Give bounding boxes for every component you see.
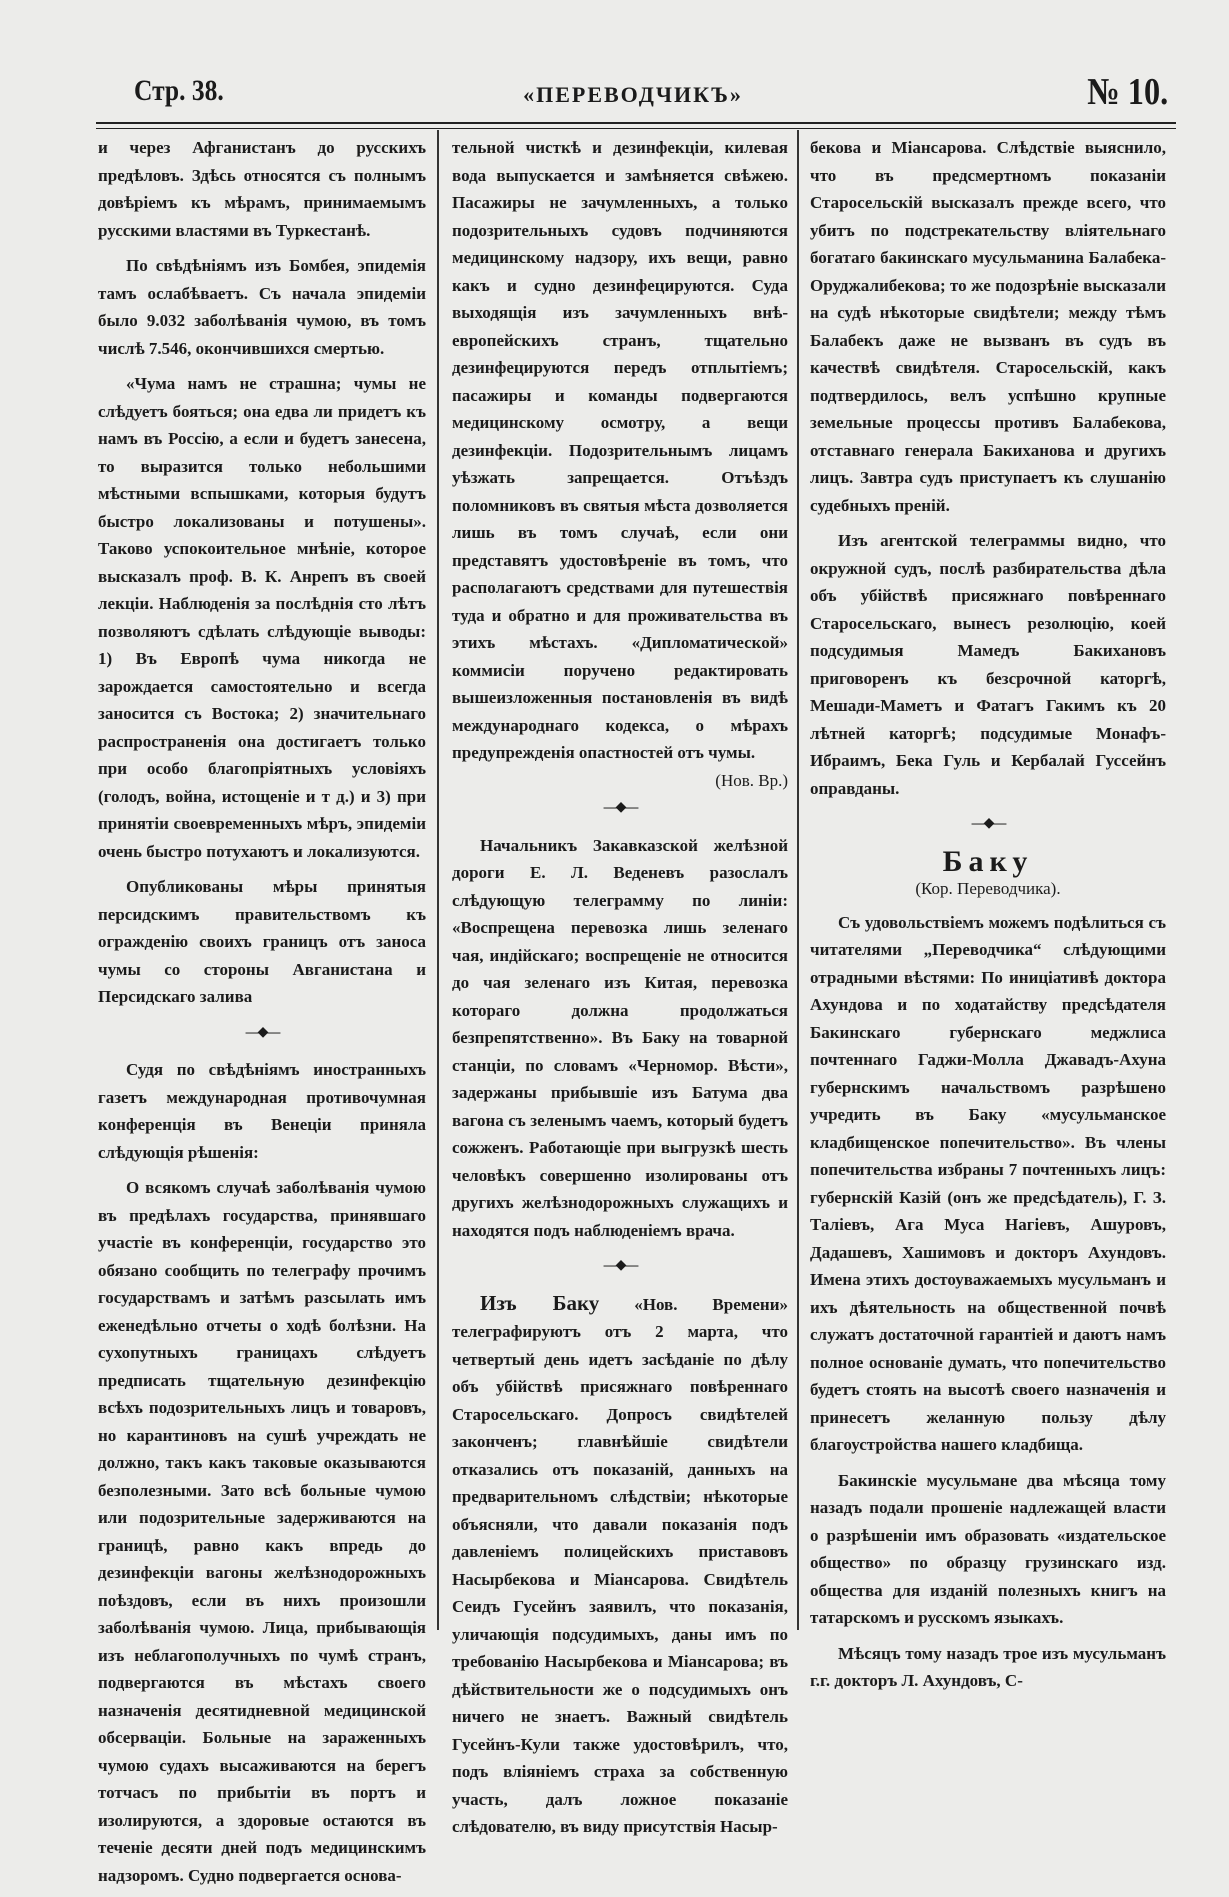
column-divider <box>437 130 439 1630</box>
ornament-divider: —◆— <box>603 1258 637 1273</box>
lead-in: Изъ Баку <box>480 1290 600 1315</box>
paragraph: Изъ агентской телеграммы видно, что окружной судъ, послѣ разбирательства дѣла объ убійствѣ присяжнаго повѣреннаго Старосельскаго, вынесъ резолюцію, коей подсудимыя Мамедъ Бакихановъ приговоренъ къ безсрочной каторгѣ, Мешади-Маметъ и Фатагъ Гакимъ къ 20 лѣтней каторгѣ; подсудимые Монафъ-Ибраимъ, Бека Гуль и Кербалай Гуссейнъ оправданы. <box>810 531 1166 798</box>
page-number: Стр. 38. <box>134 74 224 107</box>
paragraph: Опубликованы мѣры принятыя персидскимъ правительствомъ къ огражденію своихъ границъ отъ заноса чумы со стороны Авганистана и Персидскаго залива <box>98 877 426 1006</box>
column-1 <box>98 134 426 1897</box>
source-citation: (Нов. Вр.) <box>715 770 788 790</box>
paragraph: Начальникъ Закавказской желѣзной дороги Е. Л. Веденевъ разослалъ слѣдующую телеграмму по линіи: «Воспрещена перевозка лишь зеленаго чая, индійскаго; воспрещеніе не относится до чая зеленаго изъ Китая, перевозка котораго должна продолжаться безпрепятственно». Въ Баку на товарной станціи, по словамъ «Черномор. Вѣсти», задержаны прибывшіе изъ Батума два вагона съ зеленымъ чаемъ, который будетъ сожженъ. Работающіе при выгрузкѣ шесть человѣкъ совершенно изолированы отъ другихъ желѣзнодорожныхъ служащихъ и находятся подъ наблюденіемъ врача. <box>452 835 788 1240</box>
ornament-divider: —◆— <box>971 816 1005 831</box>
paragraph: По свѣдѣніямъ изъ Бомбея, эпидемія тамъ ослабѣваетъ. Съ начала эпидеміи было 9.032 заболѣванія чумою, въ томъ числѣ 7.546, окончившихся смертью. <box>98 256 426 358</box>
paragraph: Бакинскіе мусульмане два мѣсяца тому назадъ подали прошеніе надлежащей власти о разрѣшеніи имъ образовать «издательское общество» по образцу грузинскаго изд. общества для изданій полезныхъ книгъ на татарскомъ и русскомъ языкахъ. <box>810 1470 1166 1627</box>
column-3 <box>810 134 1166 1703</box>
section-subheading: (Кор. Переводчика). <box>915 879 1061 898</box>
paragraph: О всякомъ случаѣ заболѣванія чумою въ предѣлахъ государства, принявшаго участіе въ конференціи, государство это обязано сообщить по телеграфу прочимъ государствамъ и затѣмъ разсылать имъ еженедѣльно отчеты о ходѣ болѣзни. На сухопутныхъ границахъ слѣдуетъ предписать тщательную дезинфекцію всѣхъ подозрительныхъ лицъ и товаровъ, но карантиновъ на сушѣ учреждать не должно, такъ какъ таковые оказываются безполезными. Зато всѣ больные чумою или подозрительные задерживаются на границѣ, равно какъ впредь до дезинфекціи вагоны желѣзнодорожныхъ поѣздовъ, если въ нихъ произошли заболѣванія чумою. Лица, прибывающія изъ неблагополучныхъ по чумѣ странъ, подвергаются въ мѣстахъ своего назначенія десятидневной медицинской обсерваціи. Больные на зараженныхъ чумою судахъ высаживаются на берегъ тотчасъ по прибытіи въ портъ и изолируются, а здоровые остаются въ теченіе десяти дней подъ медицинскимъ надзоромъ. Судно подвергается основа- <box>98 1178 426 1885</box>
paragraph: Судя по свѣдѣніямъ иностранныхъ газетъ международная противочумная конференція въ Венеціи приняла слѣдующія рѣшенія: <box>98 1060 426 1162</box>
column-divider <box>797 130 799 1630</box>
header-rule-thin <box>96 128 1176 129</box>
paragraph <box>452 134 788 790</box>
paragraph: и через Афганистанъ до русскихъ предѣловъ. Здѣсь относятся съ полнымъ довѣріемъ къ мѣрамъ, принимаемымъ русскими властями въ Туркестанѣ. <box>98 138 426 240</box>
paragraph: бекова и Міансарова. Слѣдствіе выяснило, что въ предсмертномъ показаніи Старосельскій высказалъ прежде всего, что убитъ по подстрекательству вліятельнаго богатаго бакинскаго мусульманина Балабека-Оруджалибекова; то же подозрѣніе высказали на судѣ нѣкоторые свидѣтели; между тѣмъ Балабекъ даже не вызванъ въ судъ въ качествѣ свидѣтеля. Старосельскій, какъ подтвердилось, велъ успѣшно крупные земельные процессы противъ Балабекова, отставнаго генерала Бакиханова и другихъ лицъ. Завтра судъ приступаетъ къ слушанію судебныхъ преній. <box>810 138 1166 515</box>
paragraph-text: «Нов. Времени» телеграфируютъ отъ 2 марта, что четвертый день идетъ засѣданіе по дѣлу объ убійствѣ присяжнаго повѣреннаго Старосельскаго. Допросъ свидѣтелей законченъ; главнѣйшіе свидѣтели отказались отъ показаній, данныхъ на предварительномъ слѣдствіи; нѣкоторые объясняли, что давали показанія подъ давленіемъ полицейскихъ приставовъ Насырбекова и Міансарова. Свидѣтель Сеидъ Гусейнъ заявилъ, что показанія, уличающія подсудимыхъ, даны имъ по требованію Насырбекова и Міансарова; въ дѣйствительности же о подсудимыхъ онъ ничего не знаетъ. Важный свидѣтель Гусейнъ-Кули также удостовѣрилъ, что, подъ вліяніемъ страха за собственную участь, далъ ложное показаніе слѣдователю, въ виду присутствія Насыр- <box>452 1294 788 1836</box>
paragraph: Съ удовольствіемъ можемъ подѣлиться съ читателями „Переводчика“ слѣдующими отрадными вѣстями: По иниціативѣ доктора Ахундова и по ходатайству предсѣдателя Бакинскаго губернскаго меджлиса почтеннаго Гаджи-Молла Джавадъ-Ахуна губернскимъ начальствомъ разрѣшено учредить въ Баку «мусульманское кладбищенское попечительство». Въ члены попечительства избраны 7 почтенныхъ лицъ: губернскій Казій (онъ же предсѣдатель), Г. З. Таліевъ, Ага Муса Нагіевъ, Ашуровъ, Дадашевъ, Хашимовъ и докторъ Ахундовъ. Имена этихъ достоуважаемыхъ мусульманъ и ихъ дѣятельность на общественной почвѣ служатъ достаточной гарантіей и даютъ намъ полное основаніе думать, что попечительство будетъ стоять на высотѣ своего назначенія и принесетъ желанную пользу дѣлу благоустройства нашего кладбища. <box>810 912 1166 1454</box>
page-header <box>98 70 1168 120</box>
paragraph: «Чума намъ не страшна; чумы не слѣдуетъ бояться; она едва ли придетъ къ намъ въ Россію, а если и будетъ занесена, то выразится только небольшими мѣстными вспышками, которыя будутъ быстро локализованы и потушены». Таково успокоительное мнѣніе, которое высказалъ проф. В. К. Анрепъ въ своей лекціи. Наблюденія за послѣднія сто лѣтъ позволяютъ сдѣлать слѣдующіе выводы: 1) Въ Европѣ чума никогда не зарождается самостоятельно и всегда заносится съ Востока; 2) значительнаго распространенія она достигаетъ только при особо благопріятныхъ условіяхъ (голодъ, война, истощеніе и т д.) и 3) при принятіи своевременныхъ мѣръ, эпидеміи очень быстро потухаютъ и локализуются. <box>98 374 426 861</box>
section-heading: Баку <box>942 844 1034 878</box>
issue-number: № 10. <box>1087 71 1168 113</box>
ornament-divider: —◆— <box>603 800 637 815</box>
ornament-divider: —◆— <box>245 1024 279 1040</box>
paragraph <box>452 1290 788 1841</box>
paragraph: Мѣсяцъ тому назадъ трое изъ мусульманъ г.г. докторъ Л. Ахундовъ, С- <box>810 1643 1166 1690</box>
paragraph-text: тельной чисткѣ и дезинфекціи, килевая вода выпускается и замѣняется свѣжею. Пасажиры не зачумленныхъ, а только подозрительныхъ судовъ подчиняются медицинскому надзору, ихъ вещи, равно какъ и судно дезинфецируются. Суда выходящія изъ зачумленныхъ внѣ-европейскихъ странъ, тщательно дезинфецируются передъ отплытіемъ; пасажиры и команды подвергаются медицинскому осмотру, а вещи дезинфекціи. Подозрительнымъ лицамъ уѣзжать запрещается. Отъѣздъ поломниковъ въ святыя мѣста дозволяется лишь въ томъ случаѣ, если они представятъ удостовѣреніе въ томъ, что располагаютъ средствами для путешествія туда и обратно и для проживательства въ этихъ мѣстахъ. «Дипломатической» коммисіи поручено редактировать вышеизложенныя постановленія въ видѣ международнаго кодекса, о мѣрахъ предупрежденія опастностей отъ чумы. <box>452 138 788 762</box>
column-2 <box>452 134 788 1849</box>
header-rule <box>96 122 1176 124</box>
newspaper-title: «ПЕРЕВОДЧИКЪ» <box>523 82 743 107</box>
